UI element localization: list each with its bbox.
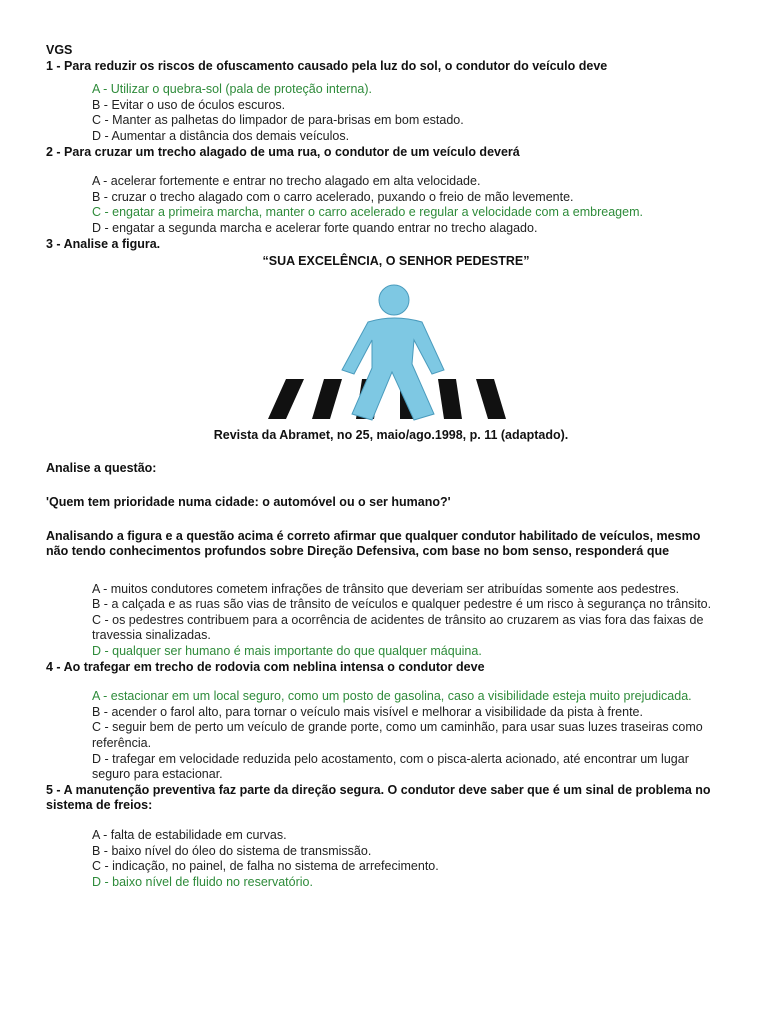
figure (46, 254, 726, 443)
option-d: D - qualquer ser humano é mais importante do que qualquer máquina. (92, 644, 482, 659)
pedestrian-figure (342, 285, 444, 420)
options-3 (92, 582, 726, 660)
option-c: C - engatar a primeira marcha, manter o carro acelerado e regular a velocidade com a embreagem. (92, 205, 643, 220)
question-5 (46, 783, 726, 814)
question-number: 4 (46, 659, 53, 674)
prompt-question: 'Quem tem prioridade numa cidade: o automóvel ou o ser humano?' (46, 494, 451, 509)
figure-title: “SUA EXCELÊNCIA, O SENHOR PEDESTRE” (262, 254, 530, 269)
option-a: A - Utilizar o quebra-sol (pala de proteção interna). (92, 82, 373, 97)
question-number: 5 (46, 782, 53, 797)
options-4 (92, 689, 726, 783)
question-number: 1 (46, 58, 53, 73)
document-header: VGS (46, 43, 73, 57)
analise-label: Analise a questão: (46, 461, 157, 476)
pedestrian-crossing-icon (246, 274, 526, 424)
figure-caption: Revista da Abramet, no 25, maio/ago.1998, p. 11 (adaptado). (213, 427, 569, 442)
option-d: D - trafegar em velocidade reduzida pelo acostamento, com o pisca-alerta acionado, até encontrar um lugar seguro para estacionar. (92, 751, 689, 782)
question-2 (46, 145, 726, 161)
option-a: A - estacionar em um local seguro, como um posto de gasolina, caso a visibilidade esteja muito prejudicada. (92, 689, 692, 704)
question-4 (46, 660, 726, 676)
option-c: C - os pedestres contribuem para a ocorrência de acidentes de trânsito ao cruzarem as vias fora das faixas de travessia sinalizadas. (92, 612, 704, 643)
option-a: A - falta de estabilidade em curvas. (92, 828, 287, 842)
question-text: - Para reduzir os riscos de ofuscamento causado pela luz do sol, o condutor do veículo deve (52, 58, 608, 73)
option-b: B - baixo nível do óleo do sistema de transmissão. (92, 843, 372, 858)
option-b: B - acender o farol alto, para tornar o veículo mais visível e melhorar a visibilidade da pista à frente. (92, 704, 643, 719)
options-2 (92, 174, 726, 236)
option-a: A - muitos condutores cometem infrações de trânsito que deveriam ser atribuídas somente aos pedestres. (92, 581, 680, 596)
question-text: - A manutenção preventiva faz parte da direção segura. O condutor deve saber que é um sinal de problema no sistema de freios: (46, 782, 711, 813)
question-stem: Analisando a figura e a questão acima é correto afirmar que qualquer condutor habilitado de veículos, mesmo não tendo conhecimentos profundos sobre Direção Defensiva, com base no bom senso, responderá que (46, 528, 701, 559)
question-text: - Analise a figura. (52, 236, 161, 251)
question-text: - Para cruzar um trecho alagado de uma rua, o condutor de um veículo deverá (52, 144, 520, 159)
question-3 (46, 237, 726, 253)
question-number: 2 (46, 144, 53, 159)
document (46, 43, 726, 890)
option-a: A - acelerar fortemente e entrar no trecho alagado em alta velocidade. (92, 174, 481, 189)
option-b: B - Evitar o uso de óculos escuros. (92, 97, 286, 112)
option-c: C - seguir bem de perto um veículo de grande porte, como um caminhão, para usar suas luzes traseiras como referência. (92, 720, 703, 751)
option-c: C - indicação, no painel, de falha no sistema de arrefecimento. (92, 859, 439, 874)
option-c: C - Manter as palhetas do limpador de para-brisas em bom estado. (92, 113, 464, 128)
question-text: - Ao trafegar em trecho de rodovia com neblina intensa o condutor deve (52, 659, 485, 674)
option-b: B - cruzar o trecho alagado com o carro acelerado, puxando o freio de mão levemente. (92, 189, 574, 204)
option-d: D - engatar a segunda marcha e acelerar forte quando entrar no trecho alagado. (92, 220, 538, 235)
option-d: D - baixo nível de fluido no reservatório. (92, 874, 313, 889)
question-1 (46, 59, 726, 75)
options-5 (92, 828, 726, 890)
question-number: 3 (46, 236, 53, 251)
option-d: D - Aumentar a distância dos demais veículos. (92, 128, 350, 143)
options-1 (92, 82, 726, 144)
option-b: B - a calçada e as ruas são vias de trânsito de veículos e qualquer pedestre é um risco à segurança no trânsito. (92, 597, 712, 612)
